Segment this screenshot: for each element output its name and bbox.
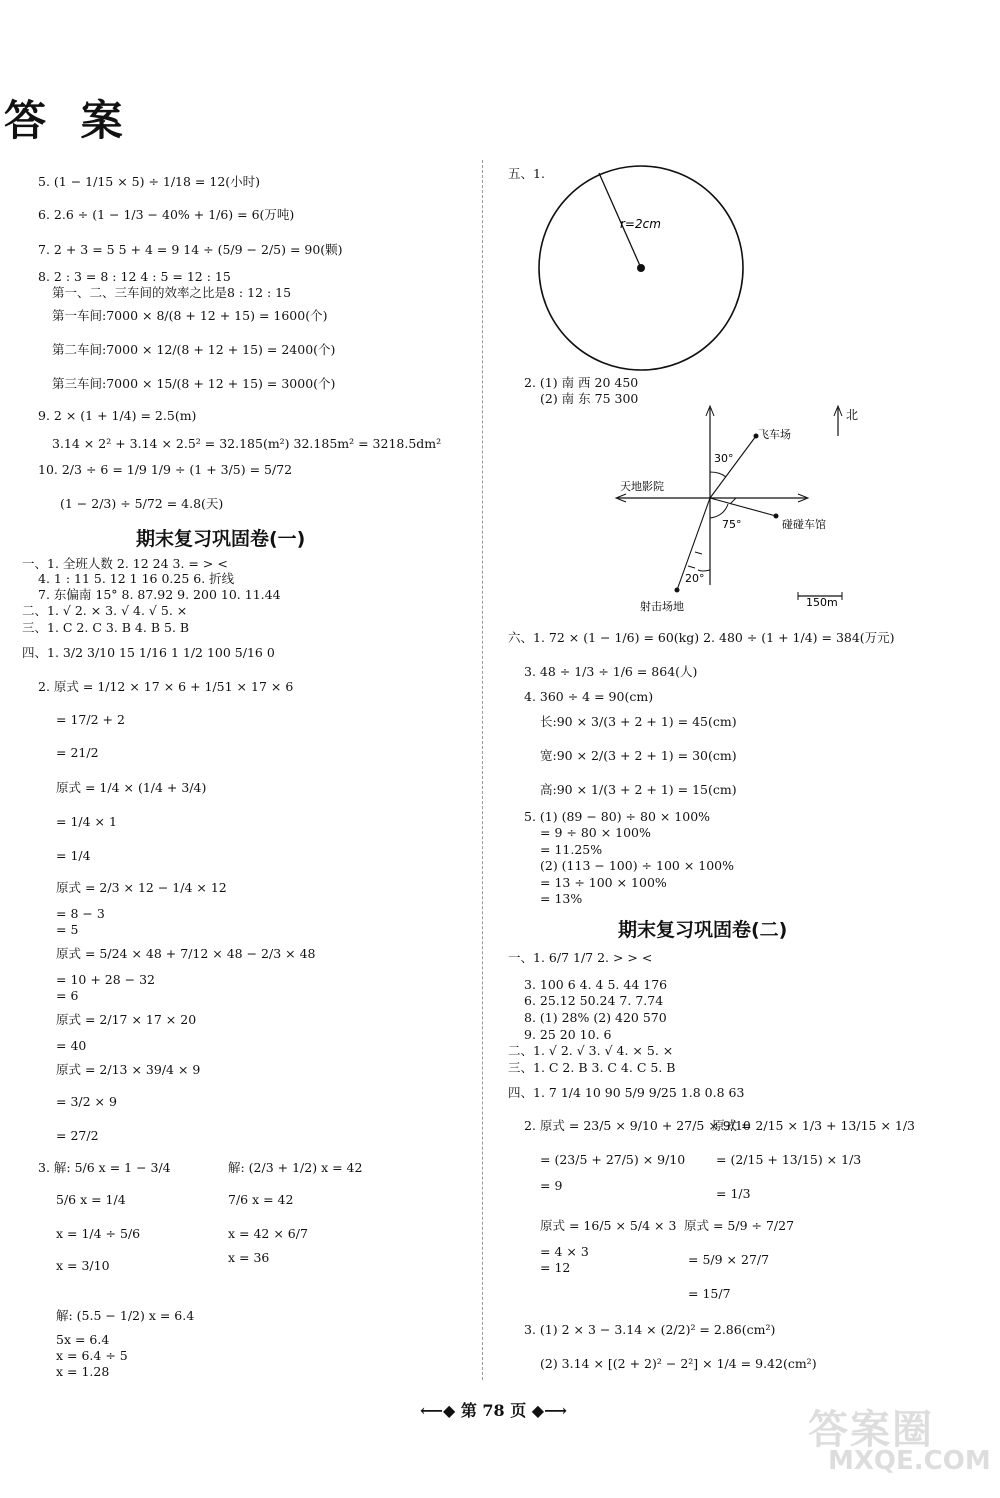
footer-ornament-left: ⟵◆ [420,1401,461,1420]
right-line: 长:90 × 3/(3 + 2 + 1) = 45(cm) [540,714,737,729]
left-line: 2. 原式 = 1/12 × 17 × 6 + 1/51 × 17 × 6 [38,679,294,694]
map-arc-75 [710,504,728,518]
left-line: 第一、二、三车间的效率之比是8 : 12 : 15 [52,285,292,300]
left-line: 原式 = 1/4 × (1/4 + 3/4) [56,780,207,795]
right-line: = 9 [540,1178,563,1193]
column-divider [482,160,483,1380]
left-line: = 40 [56,1038,87,1053]
left-line: 三、1. C 2. C 3. B 4. B 5. B [22,620,190,635]
map-line-airport [710,436,756,498]
left-line: x = 3/10 [56,1258,110,1273]
right-line: = 15/7 [688,1286,731,1301]
radius-label: r=2cm [620,217,661,231]
left-line: = 1/4 [56,848,91,863]
map-label-airport: 飞车场 [758,428,791,441]
left-line: 5x = 6.4 [56,1332,110,1347]
right-line: = (23/5 + 27/5) × 9/10 [540,1152,686,1167]
right-line: 一、1. 6/7 1/7 2. > > < [508,950,653,965]
right-line: 4. 360 ÷ 4 = 90(cm) [524,689,654,704]
left-line: x = 6.4 ÷ 5 [56,1348,128,1363]
map-scale-label: 150m [806,596,838,609]
right-line: (2) 南 东 75 300 [540,391,639,406]
right-line: 6. 25.12 50.24 7. 7.74 [524,993,664,1008]
left-line: 一、1. 全班人数 2. 12 24 3. = > < [22,556,228,571]
left-line: 6. 2.6 ÷ (1 − 1/3 − 40% + 1/6) = 6(万吨) [38,207,295,222]
left-line: 原式 = 2/3 × 12 − 1/4 × 12 [56,880,227,895]
right-line: 3. 48 ÷ 1/3 ÷ 1/6 = 864(人) [524,664,698,679]
left-line: 四、1. 3/2 3/10 15 1/16 1 1/2 100 5/16 0 [22,645,275,660]
right-line: = 13 ÷ 100 × 100% [540,875,667,890]
left-line: 第一车间:7000 × 8/(8 + 12 + 15) = 1600(个) [52,308,328,323]
north-label: 北 [846,408,859,422]
right-line: = 13% [540,891,583,906]
right-line: = 4 × 3 [540,1244,589,1259]
right-line: 3. (1) 2 × 3 − 3.14 × (2/2)² = 2.86(cm²) [524,1322,776,1337]
right-line: 原式 = 5/9 ÷ 7/27 [684,1218,795,1233]
right-line: 2. 原式 = 23/5 × 9/10 + 27/5 × 9/10 [524,1118,751,1133]
left-line: x = 1.28 [56,1364,110,1379]
left-line: x = 36 [228,1250,270,1265]
right-line: = (2/15 + 13/15) × 1/3 [716,1152,862,1167]
left-line: 原式 = 5/24 × 48 + 7/12 × 48 − 2/3 × 48 [56,946,316,961]
left-line: 原式 = 2/13 × 39/4 × 9 [56,1062,201,1077]
left-line: 解: (2/3 + 1/2) x = 42 [228,1160,363,1175]
left-line: 7/6 x = 42 [228,1192,294,1207]
map-label-a20: 20° [685,572,705,585]
right-line: 3. 100 6 4. 4 5. 44 176 [524,977,668,992]
left-line: x = 42 × 6/7 [228,1226,308,1241]
map-label-a30: 30° [714,452,734,465]
right-line: = 5/9 × 27/7 [688,1252,770,1267]
north-arrow [830,404,870,438]
footer-ornament-right: ◆⟶ [526,1401,568,1420]
right-line: 8. (1) 28% (2) 420 570 [524,1010,667,1025]
left-line: = 5 [56,922,79,937]
right-line: 五、1. [508,166,545,181]
right-line: (2) 3.14 × [(2 + 2)² − 2²] × 1/4 = 9.42(cm²) [540,1356,817,1371]
right-line: 三、1. C 2. B 3. C 4. C 5. B [508,1060,676,1075]
right-line: = 11.25% [540,842,603,857]
left-line: 第三车间:7000 × 15/(8 + 12 + 15) = 3000(个) [52,376,336,391]
left-line: = 8 − 3 [56,906,105,921]
right-line: 高:90 × 1/(3 + 2 + 1) = 15(cm) [540,782,737,797]
map-label-shooting: 射击场地 [640,600,684,613]
right-line: 宽:90 × 2/(3 + 2 + 1) = 30(cm) [540,748,737,763]
page-title: 答 案 [4,96,133,145]
left-line: = 17/2 + 2 [56,712,125,727]
left-line: 5/6 x = 1/4 [56,1192,126,1207]
right-line: = 1/3 [716,1186,751,1201]
right-line: 二、1. √ 2. √ 3. √ 4. × 5. × [508,1043,674,1058]
map-label-cinema: 天地影院 [620,480,664,493]
map-arc-20 [698,570,710,571]
map-label-a75: 75° [722,518,742,531]
right-line: = 12 [540,1260,571,1275]
right-line: = 9 ÷ 80 × 100% [540,825,651,840]
circle-figure [534,160,748,376]
right-line: (2) (113 − 100) ÷ 100 × 100% [540,858,735,873]
watermark-logo: 答案圈 [808,1407,934,1453]
page-number: 第 78 页 [460,1401,527,1420]
left-line: = 1/4 × 1 [56,814,117,829]
left-line: 解: (5.5 − 1/2) x = 6.4 [56,1308,195,1323]
map-arc-30 [710,472,726,477]
right-line: 5. (1) (89 − 80) ÷ 80 × 100% [524,809,711,824]
left-line: 原式 = 2/17 × 17 × 20 [56,1012,197,1027]
left-line: 4. 1 : 11 5. 12 1 16 0.25 6. 折线 [38,571,235,586]
right-line: 六、1. 72 × (1 − 1/6) = 60(kg) 2. 480 ÷ (1 + 1/4) = 384(万元) [508,630,895,645]
left-line: 7. 东偏南 15° 8. 87.92 9. 200 10. 11.44 [38,587,281,602]
right-line: 四、1. 7 1/4 10 90 5/9 9/25 1.8 0.8 63 [508,1085,745,1100]
right-line: 2. (1) 南 西 20 450 [524,375,639,390]
left-line: 3. 解: 5/6 x = 1 − 3/4 [38,1160,171,1175]
left-line: = 3/2 × 9 [56,1094,117,1109]
map-label-station: 碰碰车馆 [782,518,826,531]
left-line: = 6 [56,988,79,1003]
left-line: 9. 2 × (1 + 1/4) = 2.5(m) [38,408,197,423]
right-line: 原式 = 16/5 × 5/4 × 3 [540,1218,677,1233]
left-line: 8. 2 : 3 = 8 : 12 4 : 5 = 12 : 15 [38,269,231,284]
left-line: 第二车间:7000 × 12/(8 + 12 + 15) = 2400(个) [52,342,336,357]
left-line: 3.14 × 2² + 3.14 × 2.5² = 32.185(m²) 32.185m² = 3218.5dm² [52,436,442,451]
left-line: x = 1/4 ÷ 5/6 [56,1226,141,1241]
page-footer [420,1398,567,1421]
left-line: = 10 + 28 − 32 [56,972,156,987]
left-line: 5. (1 − 1/15 × 5) ÷ 1/18 = 12(小时) [38,174,261,189]
right-line: 原式 = 2/15 × 1/3 + 13/15 × 1/3 [712,1118,916,1133]
watermark-url: MXQE.COM [828,1446,991,1476]
left-line: = 21/2 [56,745,99,760]
circle-center [637,264,645,272]
right-line: 9. 25 20 10. 6 [524,1027,612,1042]
section-heading-1: 期末复习巩固卷(一) [136,528,306,550]
left-line: (1 − 2/3) ÷ 5/72 = 4.8(天) [60,496,224,511]
map-line-station [710,498,776,516]
left-line: 7. 2 + 3 = 5 5 + 4 = 9 14 ÷ (5/9 − 2/5) = 90(颗) [38,242,343,257]
section-heading-2: 期末复习巩固卷(二) [618,919,788,941]
left-line: = 27/2 [56,1128,99,1143]
left-line: 10. 2/3 ÷ 6 = 1/9 1/9 ÷ (1 + 3/5) = 5/72 [38,462,293,477]
left-line: 二、1. √ 2. × 3. √ 4. √ 5. × [22,603,188,618]
